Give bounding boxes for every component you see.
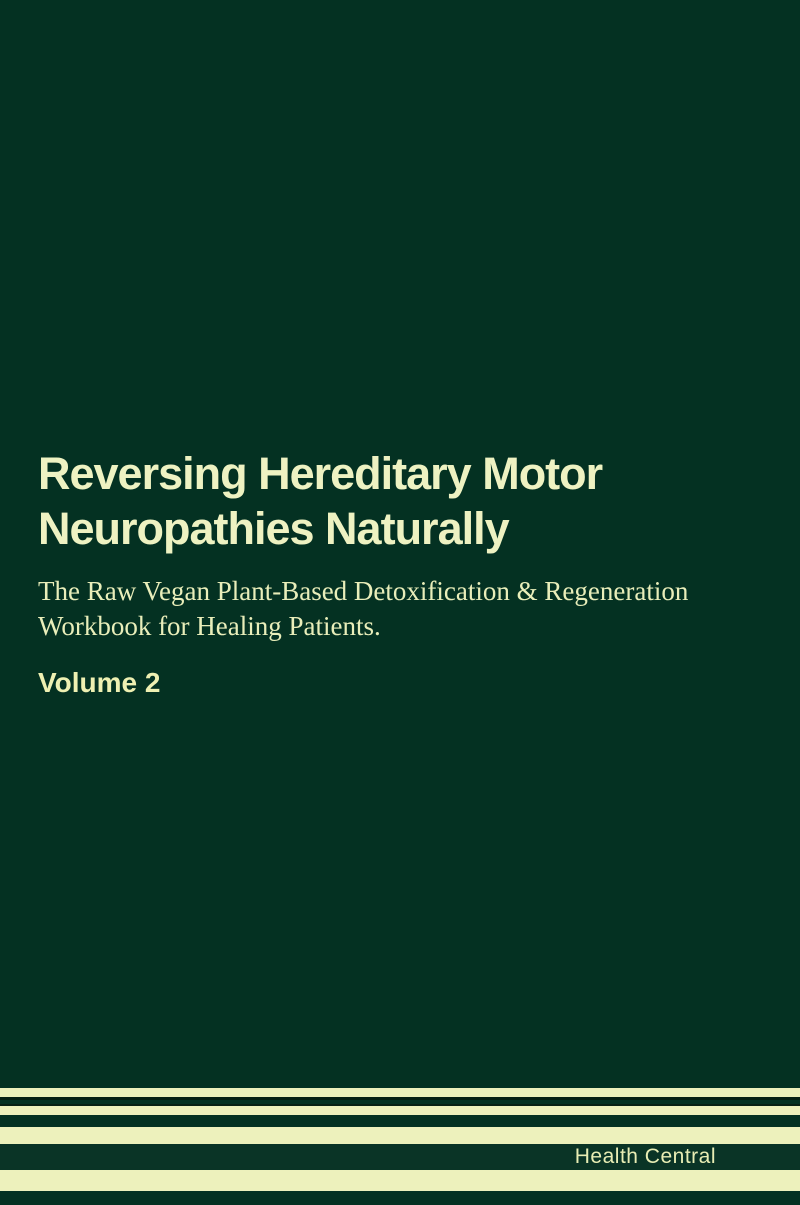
volume-label: Volume 2 <box>38 667 161 698</box>
footer-stripe-3 <box>0 1127 800 1144</box>
footer-bottom-band <box>0 1191 800 1205</box>
footer-thin-rule <box>0 1097 800 1106</box>
publisher-name: Health Central <box>574 1145 716 1168</box>
footer-stripe-2 <box>0 1106 800 1115</box>
book-subtitle-line-2: Workbook for Healing Patients. <box>38 611 381 641</box>
footer-stripe-4 <box>0 1170 800 1191</box>
book-title-line-1: Reversing Hereditary Motor <box>38 448 603 499</box>
footer-stripe-1 <box>0 1088 800 1097</box>
book-title-line-2: Neuropathies Naturally <box>38 503 509 554</box>
book-subtitle <box>38 574 758 644</box>
book-title <box>38 446 758 556</box>
title-block <box>38 446 758 556</box>
book-subtitle-line-1: The Raw Vegan Plant-Based Detoxification & Regeneration <box>38 576 689 606</box>
publisher-band <box>0 1144 800 1170</box>
